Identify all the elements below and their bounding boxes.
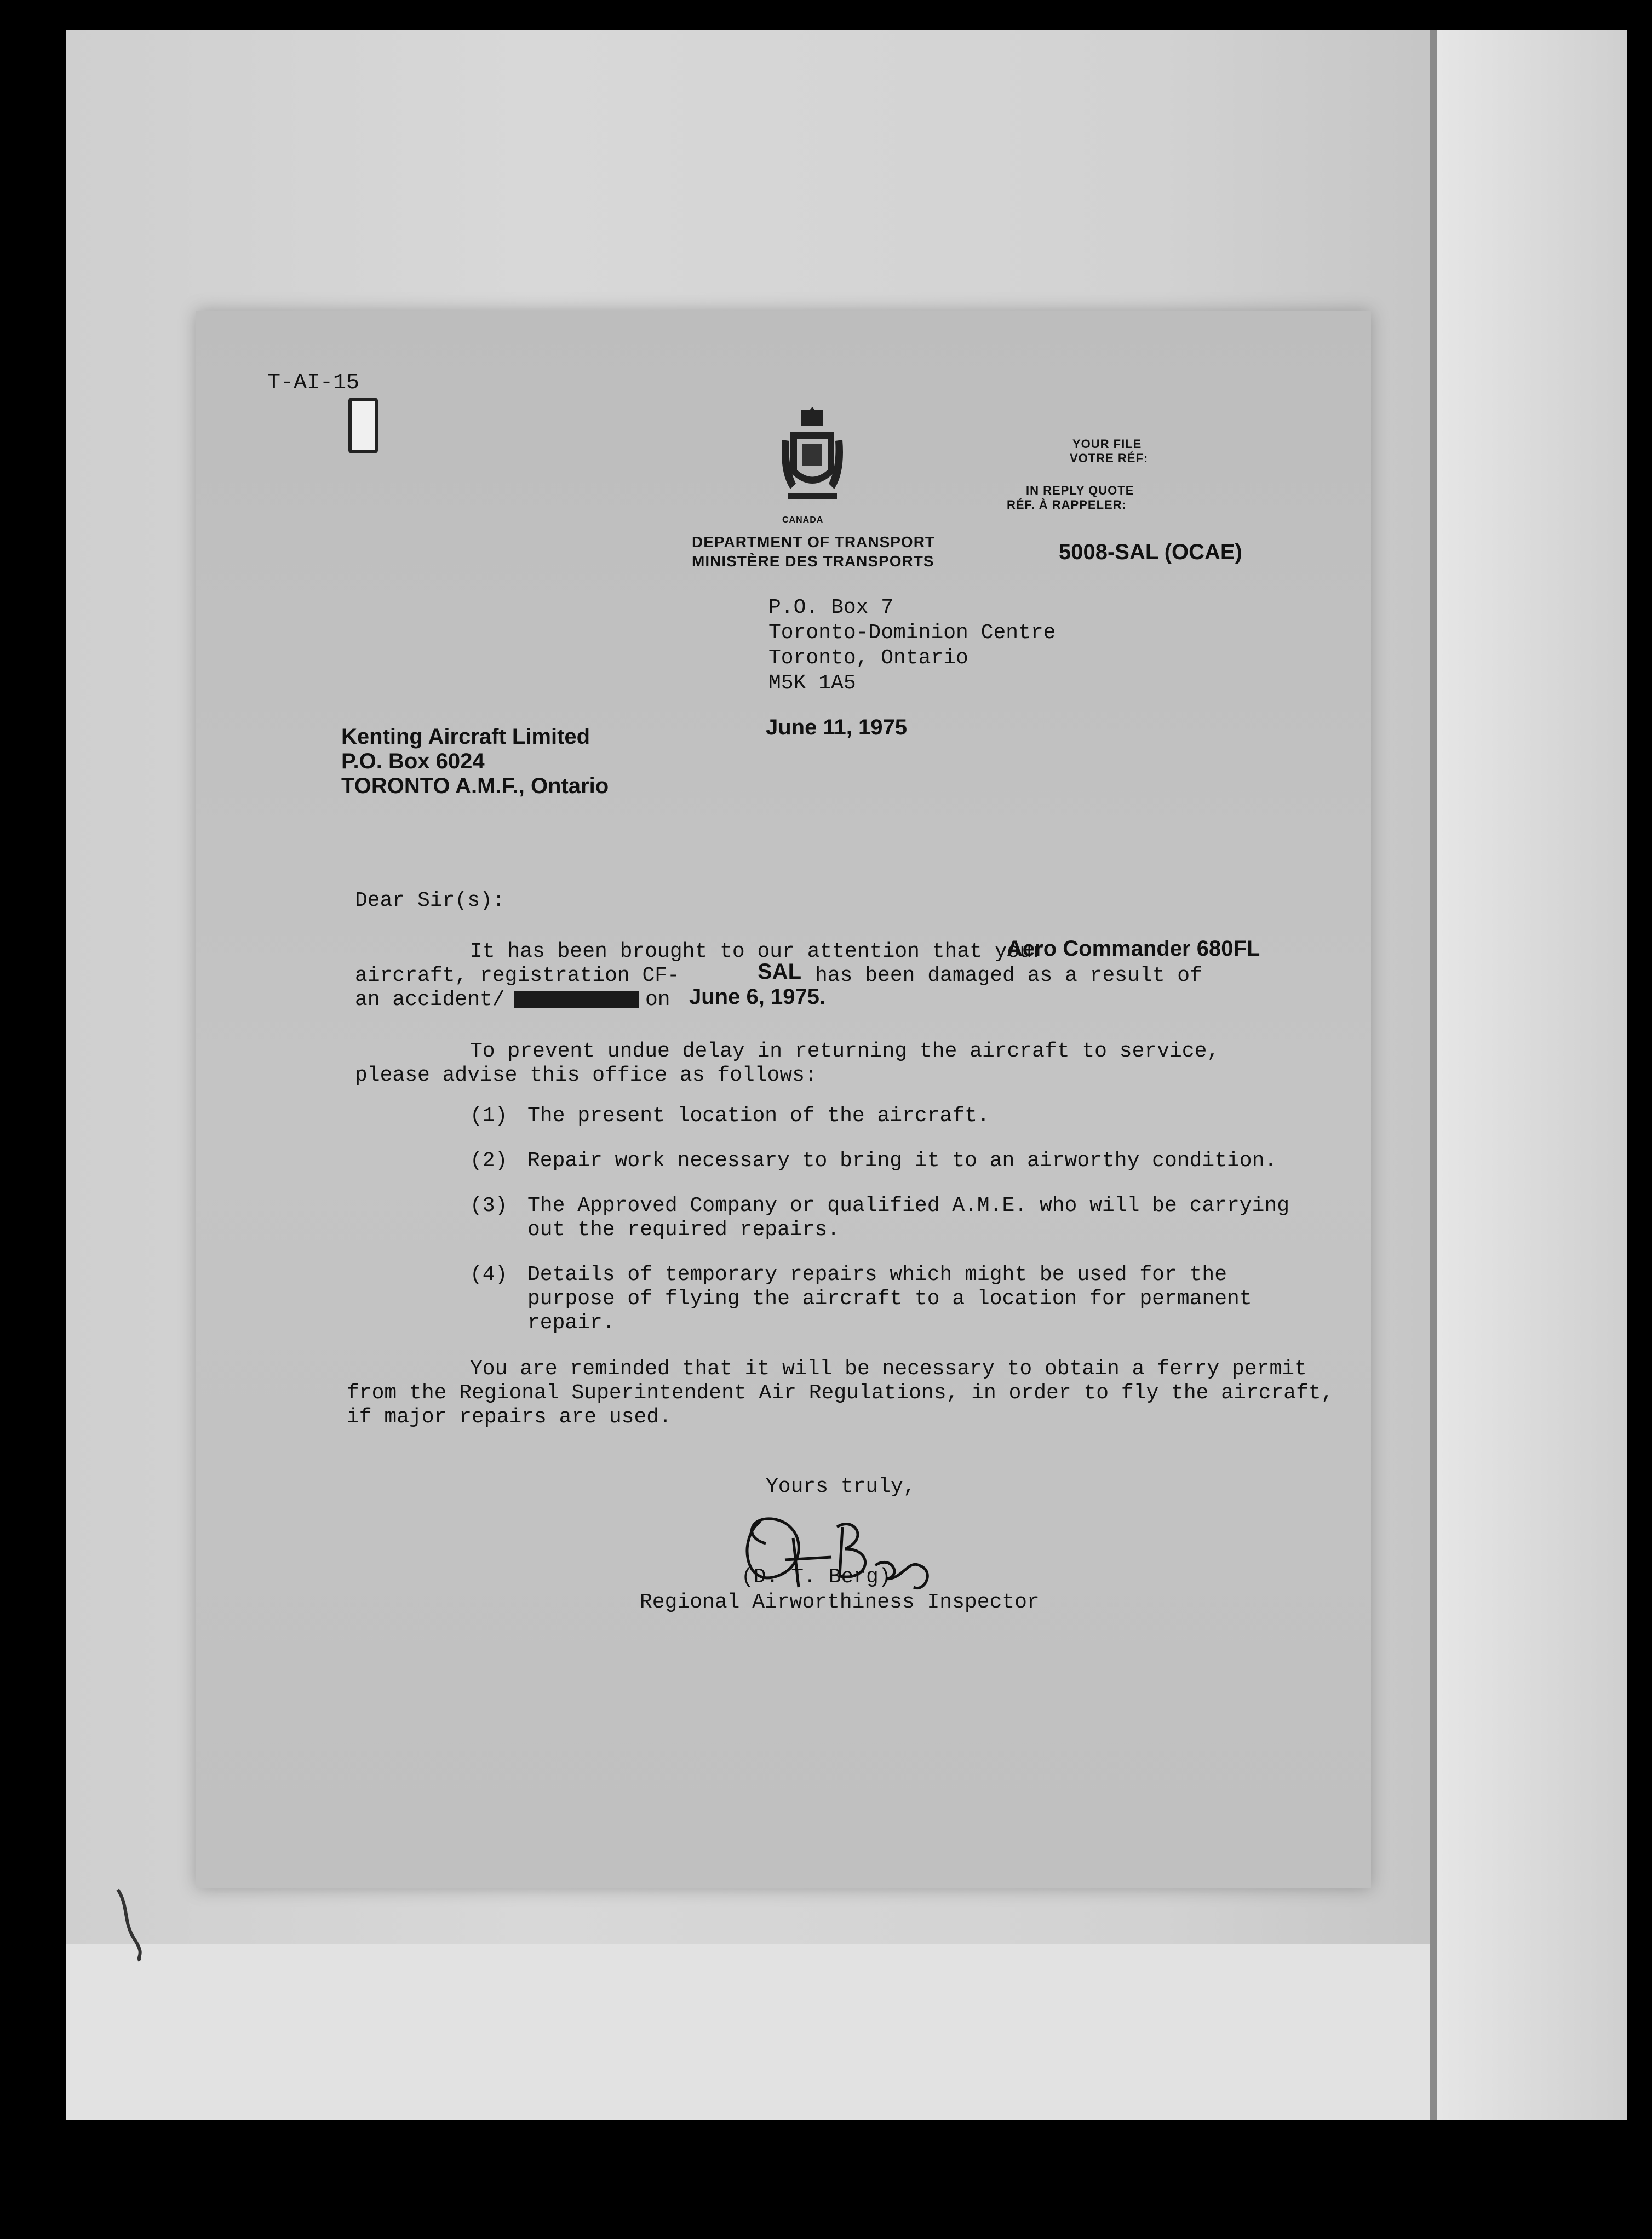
paragraph-3-line: from the Regional Superintendent Air Regulations, in order to fly the aircraft, bbox=[347, 1381, 1334, 1405]
struck-out-text bbox=[514, 991, 639, 1008]
list-item-number: (2) bbox=[470, 1149, 508, 1173]
signer-title: Regional Airworthiness Inspector bbox=[640, 1591, 1040, 1614]
signer-name: (D. T. Berg) bbox=[741, 1565, 891, 1589]
paper-clip-mark bbox=[348, 398, 378, 453]
list-item-text: repair. bbox=[527, 1311, 615, 1335]
recipient-line: TORONTO A.M.F., Ontario bbox=[341, 774, 609, 798]
reply-quote-label-en: IN REPLY QUOTE bbox=[1026, 484, 1134, 497]
your-file-label-en: YOUR FILE bbox=[1072, 437, 1142, 451]
list-item-text: Repair work necessary to bring it to an airworthy condition. bbox=[527, 1149, 1277, 1173]
department-name-fr: MINISTÈRE DES TRANSPORTS bbox=[692, 553, 934, 570]
paragraph-1-line: has been damaged as a result of bbox=[815, 964, 1202, 988]
backing-sheet-bottom bbox=[66, 1944, 1430, 2120]
letter-page bbox=[196, 311, 1371, 1888]
sender-address-line: M5K 1A5 bbox=[768, 671, 856, 695]
aircraft-registration: SAL bbox=[758, 960, 801, 984]
canada-crest-icon bbox=[779, 407, 845, 511]
list-item-text: The Approved Company or qualified A.M.E. who will be carrying bbox=[527, 1194, 1290, 1218]
list-item-text: out the required repairs. bbox=[527, 1218, 840, 1242]
canada-label: CANADA bbox=[782, 515, 824, 525]
paragraph-2-line: To prevent undue delay in returning the aircraft to service, bbox=[470, 1040, 1220, 1063]
paragraph-1-line: It has been brought to our attention that your bbox=[470, 940, 1045, 963]
reference-number: 5008-SAL (OCAE) bbox=[1059, 540, 1242, 564]
salutation: Dear Sir(s): bbox=[355, 889, 505, 912]
list-item-text: purpose of flying the aircraft to a location for permanent bbox=[527, 1287, 1252, 1311]
recipient-line: P.O. Box 6024 bbox=[341, 749, 485, 773]
sender-address-line: Toronto-Dominion Centre bbox=[768, 621, 1056, 645]
reply-quote-label-fr: RÉF. À RAPPELER: bbox=[1007, 498, 1127, 512]
sender-address-line: P.O. Box 7 bbox=[768, 596, 894, 619]
list-item-text: Details of temporary repairs which might be used for the bbox=[527, 1263, 1227, 1287]
list-item-number: (1) bbox=[470, 1104, 508, 1128]
list-item-number: (3) bbox=[470, 1194, 508, 1218]
aircraft-type: Aero Commander 680FL bbox=[1007, 937, 1260, 961]
department-name-en: DEPARTMENT OF TRANSPORT bbox=[692, 533, 936, 550]
adjacent-page-strip bbox=[1437, 30, 1627, 2120]
paragraph-2-line: please advise this office as follows: bbox=[355, 1064, 817, 1087]
paragraph-1-line: on bbox=[645, 988, 670, 1012]
page-divider bbox=[1430, 30, 1437, 2120]
file-code: T-AI-15 bbox=[267, 371, 360, 395]
paragraph-3-line: if major repairs are used. bbox=[347, 1405, 672, 1429]
paragraph-1-line: an accident/ bbox=[355, 988, 505, 1012]
margin-mark bbox=[112, 1884, 145, 1966]
sender-address-line: Toronto, Ontario bbox=[768, 646, 968, 670]
recipient-line: Kenting Aircraft Limited bbox=[341, 725, 590, 749]
paragraph-1-line: aircraft, registration CF- bbox=[355, 964, 680, 988]
list-item-text: The present location of the aircraft. bbox=[527, 1104, 990, 1128]
your-file-label-fr: VOTRE RÉF: bbox=[1070, 451, 1149, 465]
paragraph-3-line: You are reminded that it will be necessary to obtain a ferry permit bbox=[470, 1357, 1307, 1381]
letter-date: June 11, 1975 bbox=[766, 715, 907, 739]
list-item-number: (4) bbox=[470, 1263, 508, 1287]
closing: Yours truly, bbox=[766, 1475, 916, 1499]
accident-date: June 6, 1975. bbox=[689, 985, 826, 1009]
